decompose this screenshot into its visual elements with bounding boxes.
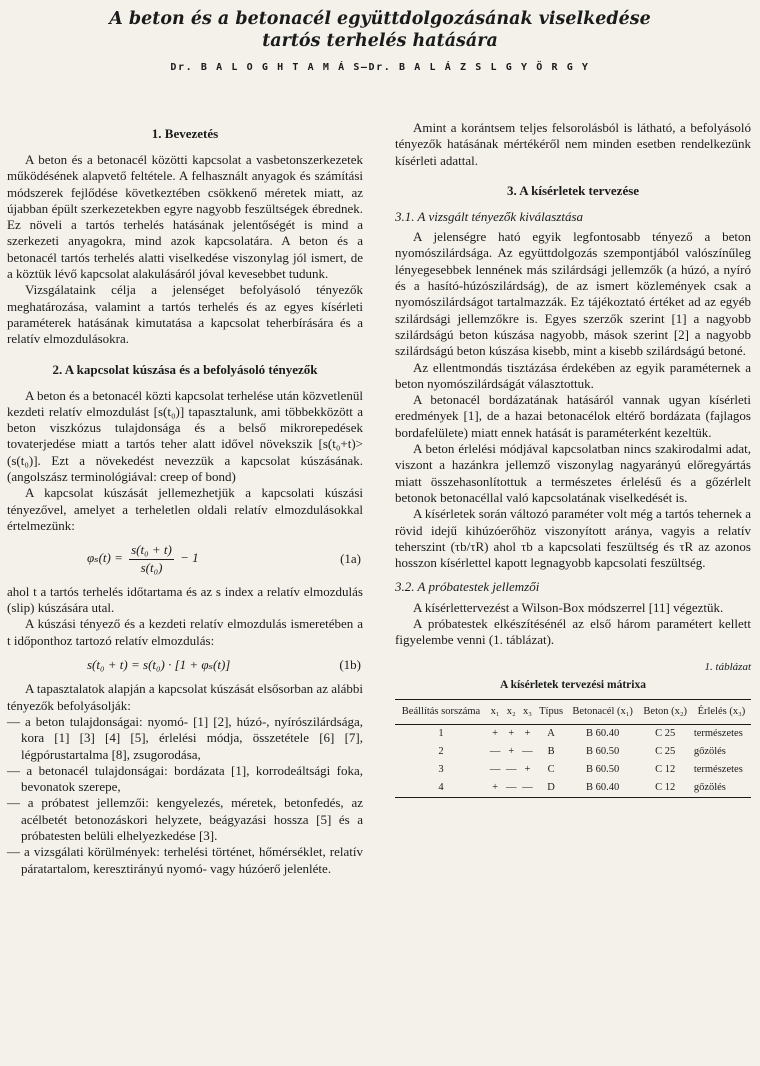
column-header: Beállítás sorszáma bbox=[395, 700, 487, 725]
subheading-factors: 3.1. A vizsgált tényezők kiválasztása bbox=[395, 208, 583, 224]
equation-expression: s(t₀ + t) = s(t₀) · [1 + φₛ(t)] bbox=[87, 657, 231, 673]
list-item: — a betonacél tulajdonságai: bordázata [1], korrodeáltsági foka, bevonatok szerepe, bbox=[7, 762, 363, 795]
paragraph: A tapasztalatok alapján a kapcsolat kúszását elsősorban az alábbi tényezők befolyásolják: bbox=[7, 681, 363, 713]
right-column bbox=[395, 120, 751, 798]
column-header: Típus bbox=[536, 700, 567, 725]
table-cell: — bbox=[489, 746, 501, 758]
equation-lhs: φₛ(t) = bbox=[87, 550, 123, 566]
paragraph: Az ellentmondás tisztázása érdekében az egyik paraméternek a beton nyomószilárdságát választottuk. bbox=[395, 359, 751, 391]
authors: Dr. B A L O G H T A M Á S—Dr. B A L Á Z S L G Y Ö R G Y bbox=[170, 62, 590, 73]
column-header: x₃ bbox=[519, 700, 535, 725]
equation-label: (1a) bbox=[340, 550, 361, 566]
paragraph: A kapcsolat kúszását jellemezhetjük a kapcsolati kúszási tényezővel, amelyet a terheletlen oldali relatív elmozdulásokkal értelmezünk: bbox=[7, 485, 363, 533]
table-cell: — bbox=[503, 779, 519, 798]
paragraph: A próbatestek elkészítésénél az első három paramétert kellett figyelembe venni (1. táblázat). bbox=[395, 616, 751, 648]
table-cell: B 60.40 bbox=[586, 728, 620, 740]
title-line-1: A beton és a betonacél együttdolgozásának viselkedése bbox=[109, 9, 651, 29]
paragraph: A jelenségre ható egyik legfontosabb tényező a beton nyomószilárdsága. Az együttdolgozás szempontjából valószínűleg lényegesebbek lennének más szilárdsági jellemzők (a húzó, a nyíró és a hasító-húzószilárdság), de az ismert közlemények csak a nyomószilárdságot tartalmazzák. Ez tájékoztató értéket ad az egyéb szilárdsági jellemzőkre is. Egyes szerzők szerint [1] a nagyobb szilárdságú beton kúszása nagyobb, mások szerint [2] a nagyobb szilárdságú beton kúszása kisebb, mint a kisebb szilárdságú betoné. bbox=[395, 229, 751, 359]
table-cell: — bbox=[519, 779, 535, 798]
table-header-row bbox=[395, 700, 751, 725]
table-cell: — bbox=[489, 764, 501, 776]
table-cell: + bbox=[508, 746, 515, 758]
table-row bbox=[395, 743, 751, 761]
fraction-denominator: s(t₀) bbox=[140, 559, 163, 575]
table-cell: 4 bbox=[395, 779, 487, 798]
column-header: x₁ bbox=[487, 700, 503, 725]
equation-1a bbox=[7, 542, 363, 576]
equation-label: (1b) bbox=[339, 657, 361, 673]
paragraph: Amint a korántsem teljes felsorolásból is látható, a befolyásoló tényezők hatásának mértékéről nem minden esetben rendelkezünk kísérleti adattal. bbox=[395, 120, 751, 168]
subheading-specimens: 3.2. A próbatestek jellemzői bbox=[395, 579, 540, 595]
table-cell: B 60.40 bbox=[567, 779, 639, 798]
table-cell: C 12 bbox=[639, 779, 692, 798]
paragraph: A kísérlettervezést a Wilson-Box módszerrel [11] végeztük. bbox=[413, 599, 724, 615]
table-cell: — bbox=[506, 764, 517, 776]
table-cell: + bbox=[524, 764, 531, 776]
list-item: — a beton tulajdonságai: nyomó- [1] [2], húzó-, nyírószilárdsága, kora [1] [3] [4] [5], érlelési módja, összetétele [6] [7], légpórustartalma [8], zsugorodása, bbox=[7, 713, 363, 762]
table-cell: 1 bbox=[438, 728, 444, 740]
paragraph: ahol t a tartós terhelés időtartama és az s index a relatív elmozdulás (slip) kúszására utal. bbox=[7, 583, 363, 616]
equation-rhs: − 1 bbox=[180, 550, 199, 566]
table-cell: + bbox=[524, 728, 531, 740]
table-cell: gőzölés bbox=[693, 746, 726, 758]
column-header: Beton (x₂) bbox=[639, 700, 692, 725]
table-cell: B 60.50 bbox=[586, 764, 620, 776]
table-cell: 3 bbox=[438, 764, 444, 776]
table-cell: — bbox=[522, 746, 533, 758]
list-item: — a vizsgálati körülmények: terhelési történet, hőmérséklet, relatív páratartalom, keresztirányú nyomó- vagy húzóerő jelenléte. bbox=[7, 844, 363, 876]
table-cell: D bbox=[536, 779, 567, 798]
paragraph: Vizsgálataink célja a jelenséget befolyásoló tényezők meghatározása, valamint a tartós terhelés és az egyes kísérleti paraméterek hatásának kimutatása a kapcsolat teherbírására és a relatív elmozdulásokra. bbox=[7, 282, 363, 347]
paragraph: A betonacél bordázatának hatásáról vannak ugyan kísérleti eredmények [1], de a hazai betonacélok eltérő bordázata (fajlagos bordafelülete) miatt ennek hatását is paraméterként kezeltük. bbox=[395, 392, 751, 440]
design-matrix-table bbox=[395, 699, 751, 798]
table-cell: A bbox=[547, 728, 555, 740]
equation-fraction bbox=[129, 542, 174, 576]
paragraph: A beton és a betonacél közti kapcsolat terhelése után közvetlenül kezdeti relatív elmozdulást [s(t₀)] tapasztalunk, ami többekközött a beton viszkózus tulajdonsága és a belső mikrorepedések tovaterjedése miatt a tartós teher alatt idővel növekszik [s(t₀+t)>(s(t₀)]. Ezt a növekedést nevezzük a kapcsolat kúszásának. (angolszász terminológiával: creep of bond) bbox=[7, 387, 363, 485]
table-row bbox=[395, 779, 751, 798]
table-cell: + bbox=[492, 728, 499, 740]
table-cell: természetes bbox=[693, 728, 743, 740]
heading-experiment-design: 3. A kísérletek tervezése bbox=[506, 182, 640, 198]
table-row bbox=[395, 725, 751, 744]
list-item: — a próbatest jellemzői: kengyelezés, méretek, betonfedés, az acélbetét betonozáskori helyzete, beágyazási hossza [5] és a próbatesten belüli elhelyezkedése [3]. bbox=[7, 795, 363, 843]
table-cell: C bbox=[547, 764, 555, 776]
title-line-2: tartós terhelés hatására bbox=[262, 31, 498, 51]
factor-list bbox=[7, 714, 363, 877]
column-header: Érlelés (x₃) bbox=[692, 700, 751, 725]
left-column bbox=[7, 112, 363, 877]
table-cell: B 60.50 bbox=[586, 746, 620, 758]
table-cell: C 12 bbox=[655, 764, 676, 776]
column-header: x₂ bbox=[503, 700, 519, 725]
paragraph: A kúszási tényező és a kezdeti relatív elmozdulás ismeretében a t időponthoz tartozó relatív elmozdulás: bbox=[7, 616, 363, 648]
table-cell: C 25 bbox=[655, 728, 676, 740]
table-caption: 1. táblázat bbox=[704, 660, 751, 673]
paragraph: A beton és a betonacél közötti kapcsolat a vasbetonszerkezetek működésének alapvető feltétele. A felhasznált anyagok és számítási módszerek fejlődése következtében csökkenő méretek miatt, az újabban épült szerkezetekben egyre nagyobb feszültségek ébrednek. Ez növeli a tartós terhelés hatásának jelentőségét is mind a szerkezeti anyagokra, mind azok kapcsolatára. A beton és a betonacél tartós terhelés alatti viselkedése viszonylag jól ismert, de a köztük lévő kapcsolat alakulásáról jóval kevesebbet tudunk. bbox=[7, 152, 363, 282]
table-cell: + bbox=[508, 728, 515, 740]
paragraph: A kísérletek során változó paraméter volt még a tartós tehernek a rövid idejű kihúzóerőhöz viszonyított aránya, vagyis a relatív teherszint (τb/τR) ahol τb a kapcsolati feszültség és τR az azonos hosszon kísérlettel kapott legnagyobb kapcsolati feszültség. bbox=[395, 506, 751, 571]
fraction-numerator: s(t₀ + t) bbox=[129, 542, 174, 559]
table-cell: B bbox=[547, 746, 555, 758]
table-row bbox=[395, 761, 751, 779]
table-cell: természetes bbox=[693, 764, 743, 776]
equation-1b bbox=[7, 657, 363, 673]
column-header: Betonacél (x₁) bbox=[567, 700, 639, 725]
article-title bbox=[0, 8, 760, 52]
heading-introduction: 1. Bevezetés bbox=[151, 126, 219, 141]
table-cell: gőzölés bbox=[692, 779, 751, 798]
paragraph: A beton érlelési módjával kapcsolatban nincs szakirodalmi adat, viszont a hazánkra jellemző viszonylag nagyarányú előregyártás miatt összehasonlítottuk a természetes érlelésű és a gőzérlelt betonok betonacéllal való kapcsolatának viselkedését is. bbox=[395, 441, 751, 505]
table-cell: + bbox=[487, 779, 503, 798]
table-title: A kísérletek tervezési mátrixa bbox=[500, 678, 646, 691]
table-cell: 2 bbox=[438, 746, 444, 758]
table-cell: C 25 bbox=[655, 746, 676, 758]
heading-bond-creep: 2. A kapcsolat kúszása és a befolyásoló tényezők bbox=[52, 361, 318, 377]
